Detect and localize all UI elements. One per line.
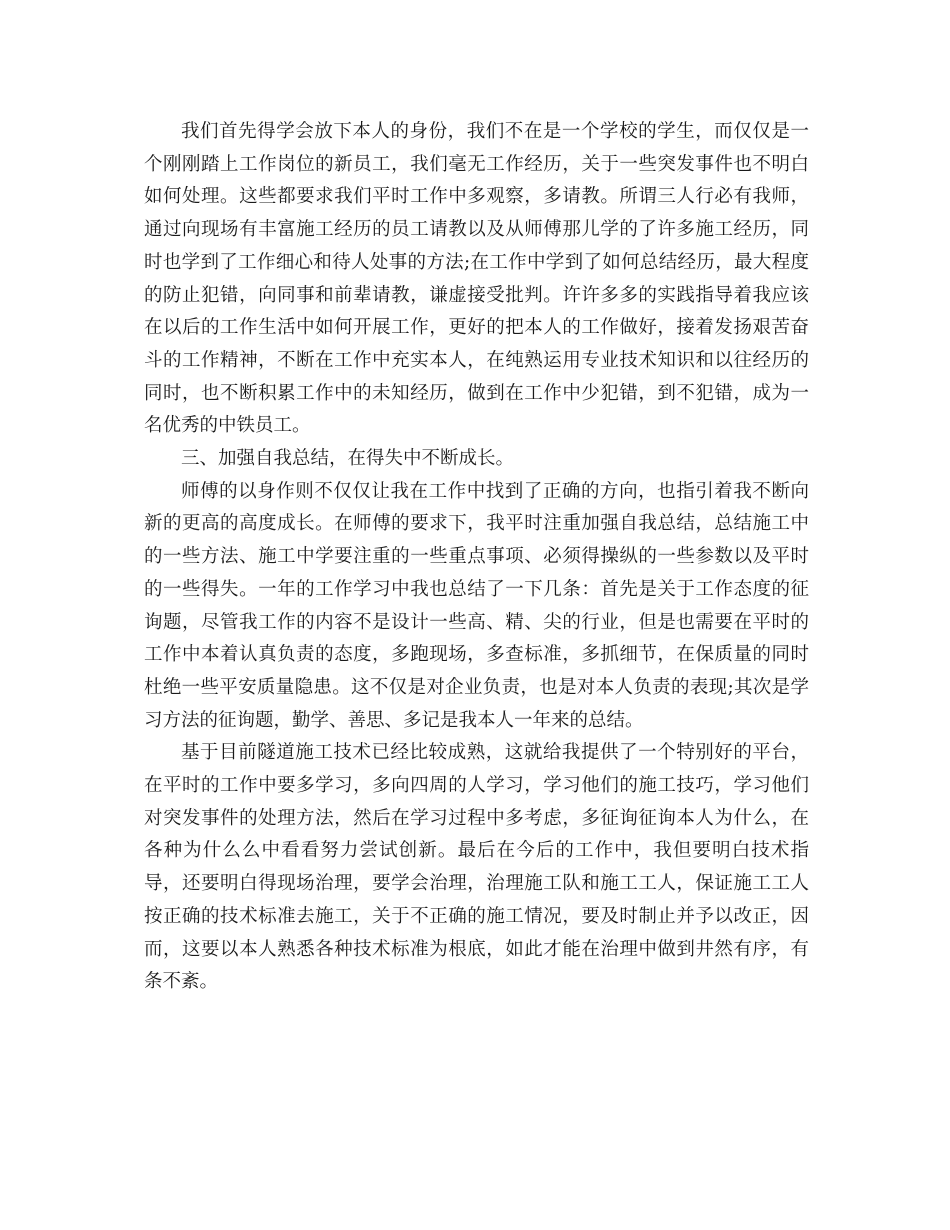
paragraph-2: 师傅的以身作则不仅仅让我在工作中找到了正确的方向，也指引着我不断向新的更高的高度成长。在师傅的要求下，我平时注重加强自我总结，总结施工中的一些方法、施工中学要注重的一些重点事项、必须得操纵的一些参数以及平时的一些得失。一年的工作学习中我也总结了一下几条：首先是关于工作态度的征询题，尽管我工作的内容不是设计一些高、精、尖的行业，但是也需要在平时的工作中本着认真负责的态度，多跑现场，多查标准，多抓细节，在保质量的同时杜绝一些平安质量隐患。这不仅是对企业负责，也是对本人负责的表现;其次是学习方法的征询题，勤学、善思、多记是我本人一年来的总结。 bbox=[144, 480, 809, 731]
section-heading-3: 三、加强自我总结，在得失中不断成长。 bbox=[181, 448, 515, 470]
document-body bbox=[144, 116, 809, 999]
paragraph-3: 基于目前隧道施工技术已经比较成熟，这就给我提供了一个特别好的平台，在平时的工作中要多学习，多向四周的人学习，学习他们的施工技巧，学习他们对突发事件的处理方法，然后在学习过程中多考虑，多征询征询本人为什么，在各种为什么么中看看努力尝试创新。最后在今后的工作中，我但要明白技术指导，还要明白得现场治理，要学会治理，治理施工队和施工工人，保证施工工人按正确的技术标准去施工，关于不正确的施工情况，要及时制止并予以改正，因而，这要以本人熟悉各种技术标准为根底，如此才能在治理中做到井然有序，有条不紊。 bbox=[144, 742, 809, 993]
paragraph-1: 我们首先得学会放下本人的身份，我们不在是一个学校的学生，而仅仅是一个刚刚踏上工作岗位的新员工，我们毫无工作经历，关于一些突发事件也不明白如何处理。这些都要求我们平时工作中多观察，多请教。所谓三人行必有我师，通过向现场有丰富施工经历的员工请教以及从师傅那儿学的了许多施工经历，同时也学到了工作细心和待人处事的方法;在工作中学到了如何总结经历，最大程度的防止犯错，向同事和前辈请教，谦虚接受批判。许许多多的实践指导着我应该在以后的工作生活中如何开展工作，更好的把本人的工作做好，接着发扬艰苦奋斗的工作精神，不断在工作中充实本人，在纯熟运用专业技术知识和以往经历的同时，也不断积累工作中的未知经历，做到在工作中少犯错，到不犯错，成为一名优秀的中铁员工。 bbox=[144, 121, 809, 437]
